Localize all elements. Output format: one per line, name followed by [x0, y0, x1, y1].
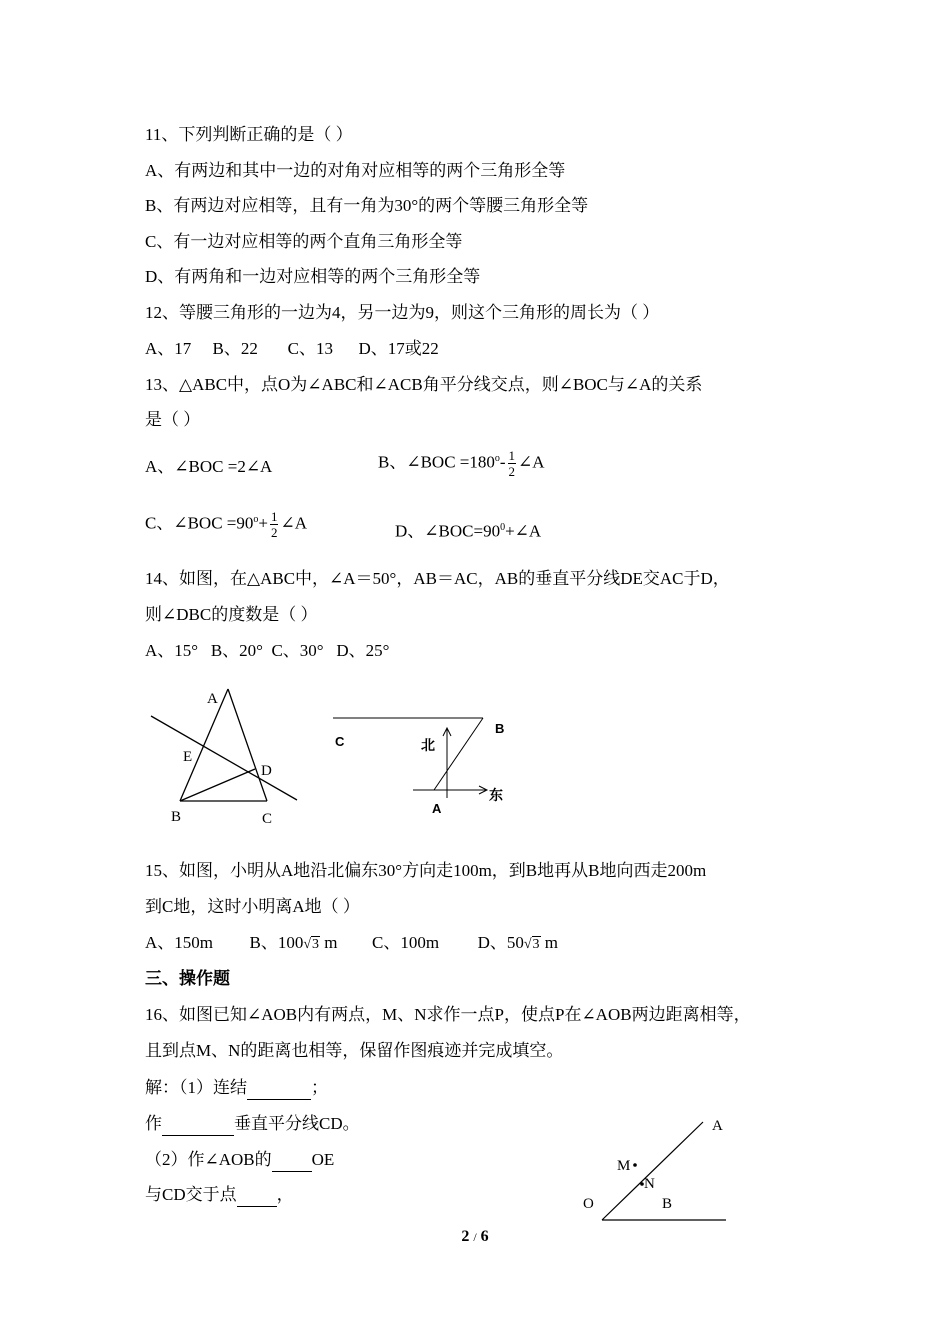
q14-stem-line1: 14、如图，在△ABC中，∠A＝50°，AB＝AC，AB的垂直平分线DE交AC于D， — [145, 569, 730, 588]
q16-step2: 作 垂直平分线CD。 — [145, 1113, 360, 1136]
figure-q14-triangle — [145, 683, 310, 833]
q15-option-c: C、100m — [372, 933, 440, 952]
label-b: B — [171, 809, 182, 825]
line-de — [151, 716, 297, 800]
segment-ac — [228, 689, 267, 801]
q12-stem: 12、等腰三角形的一边为4，另一边为9，则这个三角形的周长为（ ） — [145, 303, 660, 322]
q14-options: A、15° B、20° C、30° D、25° — [145, 641, 390, 660]
q16-step4: 与CD交于点 ， — [145, 1184, 294, 1207]
q15-option-a: A、150m — [145, 933, 213, 952]
label-a: A — [432, 801, 442, 816]
q16-stem-line2: 且到点M、N的距离也相等，保留作图痕迹并完成填空。 — [145, 1041, 564, 1060]
path-ab — [434, 718, 483, 790]
q11-option-a: A、有两边和其中一边的对角对应相等的两个三角形全等 — [145, 161, 566, 180]
label-east: 东 — [489, 787, 503, 803]
q11-stem: 11、下列判断正确的是（ ） — [145, 125, 353, 144]
label-b: B — [662, 1196, 673, 1212]
label-e: E — [183, 749, 193, 765]
q13-stem-line2: 是（ ） — [145, 410, 201, 429]
q15-option-d: D、50√3 m — [478, 933, 558, 952]
label-c: C — [262, 811, 273, 827]
q15-options — [145, 932, 558, 956]
sqrt-three: √3 — [303, 937, 320, 952]
q11-option-d: D、有两角和一边对应相等的两个三角形全等 — [145, 267, 481, 286]
fraction-half: $\frac{1}{2}$ — [508, 448, 516, 480]
label-n: N — [644, 1176, 655, 1192]
figure-q15-directions — [325, 708, 515, 823]
q12-options: A、17 B、22 C、13 D、17或22 — [145, 339, 439, 358]
fill-blank-4[interactable] — [237, 1184, 277, 1207]
q16-step3: （2）作∠AOB的 OE — [145, 1149, 334, 1172]
label-a: A — [207, 691, 218, 707]
label-a: A — [712, 1118, 723, 1134]
page-number: 2 / 6 — [461, 1228, 489, 1245]
q15-option-b: B、100√3 m — [250, 933, 338, 952]
label-b: B — [495, 721, 505, 736]
figure-q16-angle — [575, 1110, 735, 1230]
q11-option-c: C、有一边对应相等的两个直角三角形全等 — [145, 232, 463, 251]
point-m — [633, 1163, 637, 1167]
sqrt-three: √3 — [523, 937, 540, 952]
label-c: C — [335, 734, 345, 749]
q13-stem-line1: 13、△ABC中，点O为∠ABC和∠ACB角平分线交点，则∠BOC与∠A的关系 — [145, 375, 703, 394]
fill-blank-3[interactable] — [272, 1149, 312, 1172]
label-north: 北 — [421, 737, 435, 753]
q11-option-b: B、有两边对应相等，且有一角为30°的两个等腰三角形全等 — [145, 196, 589, 215]
label-m: M — [617, 1158, 631, 1174]
fill-blank-2[interactable] — [162, 1113, 234, 1136]
q16-step1: 解：（1）连结 ； — [145, 1077, 328, 1100]
q15-stem-line2: 到C地，这时小明离A地（ ） — [145, 897, 360, 916]
q13-option-d: D、$\angle BOC=90^0+\angle A$ — [395, 521, 542, 541]
q16-stem-line1: 16、如图已知∠AOB内有两点，M、N求作一点P，使点P在∠AOB两边距离相等， — [145, 1005, 751, 1024]
label-o: O — [583, 1196, 594, 1212]
q13-option-c: C、∠BOC $=90^o+$ $\frac{1}{2}$ ∠A — [145, 509, 307, 541]
fraction-half: $\frac{1}{2}$ — [270, 509, 278, 541]
label-d: D — [261, 763, 272, 779]
q13-option-a: A、∠BOC =2∠A — [145, 457, 273, 476]
fill-blank-1[interactable] — [247, 1077, 311, 1100]
q13-option-b: B、∠BOC $=180^o-$ $\frac{1}{2}$ ∠A — [378, 448, 545, 480]
section-heading: 三、操作题 — [145, 969, 230, 988]
q15-stem-line1: 15、如图，小明从A地沿北偏东30°方向走100m，到B地再从B地向西走200m — [145, 861, 707, 880]
q14-stem-line2: 则∠DBC的度数是（ ） — [145, 605, 318, 624]
